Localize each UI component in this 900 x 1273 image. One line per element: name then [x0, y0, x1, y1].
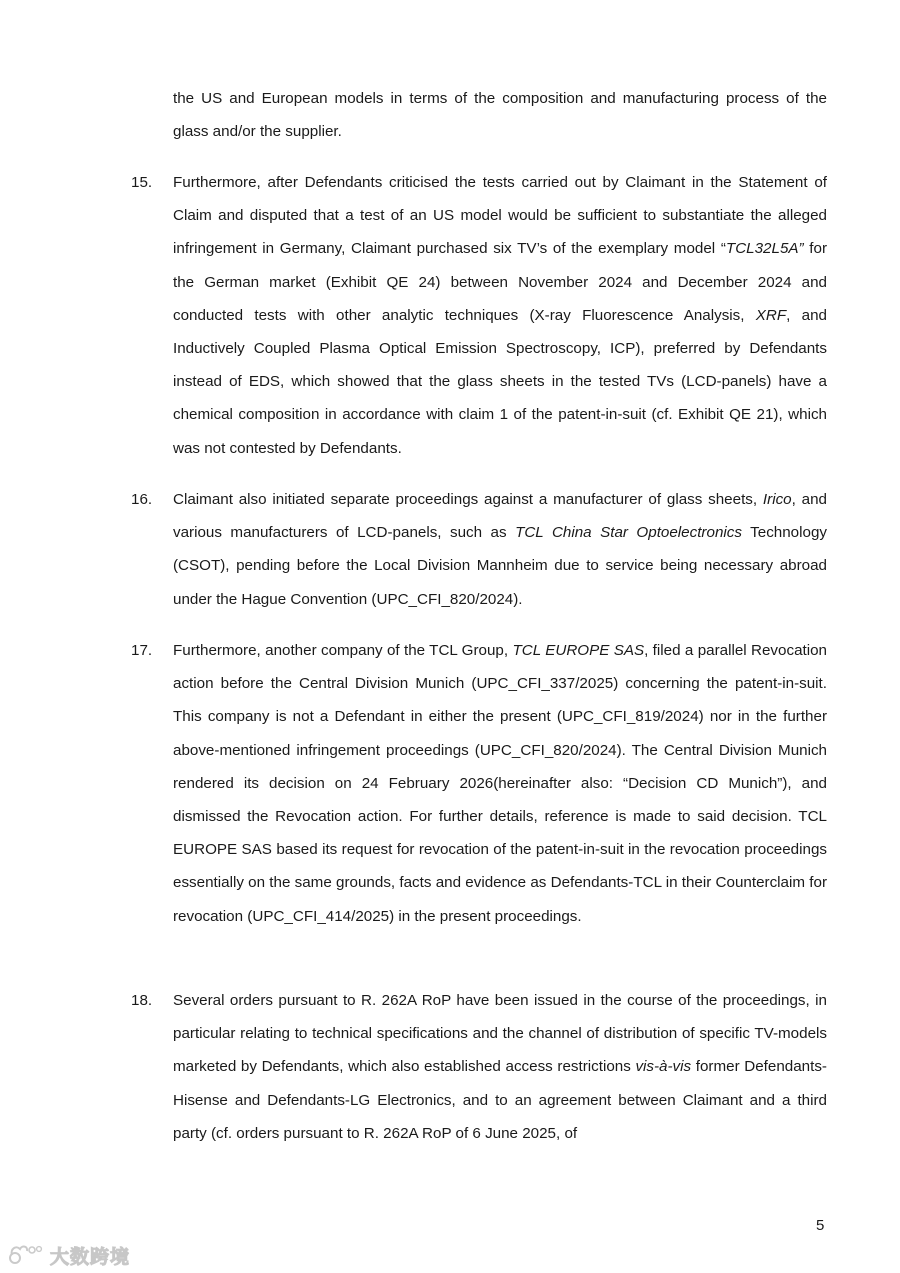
- logo-icon: [6, 1241, 46, 1270]
- paragraph-number-16: 16.: [131, 491, 153, 508]
- body-text: Claimant also initiated separate proceedings against a manufacturer of glass sheets,: [173, 491, 763, 508]
- watermark-text: 大数跨境: [50, 1245, 131, 1268]
- body-text: , filed a parallel Revocation action before the Central Division Munich (UPC_CFI_337/2025) concerning the patent-in-suit. This company is not a Defendant in either the present (UPC_CFI_819/2024) nor in the further above-mentioned infringement proceedings (UPC_CFI_820/2024). The Central Division Munich rendered its decision on 24 February 2026(hereinafter also: “Decision CD Munich”), and dismissed the Revocation action. For further details, reference is made to said decision. TCL EUROPE SAS based its request for revocation of the patent-in-suit in the revocation proceedings essentially on the same grounds, facts and evidence as Defendants-TCL in their Counterclaim for revocation (UPC_CFI_414/2025) in the present proceedings.: [173, 642, 827, 925]
- paragraph-continuation: [173, 82, 827, 148]
- italic-text: TCL32L5A”: [725, 240, 804, 258]
- italic-text: vis-à-vis: [635, 1058, 692, 1076]
- paragraph-18: [173, 984, 827, 1150]
- italic-text: XRF: [755, 306, 787, 324]
- paragraph-15: [173, 166, 827, 465]
- paragraph-number-17: 17.: [131, 642, 153, 659]
- body-text: Furthermore, after Defendants criticised the tests carried out by Claimant in the Statement of Claim and disputed that a test of an US model would be sufficient to substantiate the alleged infringement in Germany, Claimant purchased six TV’s of the exemplary model “: [173, 174, 827, 258]
- body-text: former Defendants-Hisense and Defendants-LG Electronics, and to an agreement between Claimant and a third party (cf. orders pursuant to R. 262A RoP of 6 June 2025, of: [173, 1058, 827, 1142]
- paragraph-number-18: 18.: [131, 992, 153, 1009]
- page-number: 5: [816, 1217, 825, 1234]
- body-text: the US and European models in terms of the composition and manufacturing process of the glass and/or the supplier.: [173, 90, 827, 141]
- italic-text: TCL EUROPE SAS: [512, 642, 645, 659]
- paragraph-16: [173, 483, 827, 616]
- body-text: , and various manufacturers of LCD-panels, such as: [173, 491, 827, 542]
- body-text: for the German market (Exhibit QE 24) between November 2024 and December 2024 and conducted tests with other analytic techniques (X-ray Fluorescence Analysis,: [173, 240, 827, 324]
- body-text: Furthermore, another company of the TCL Group,: [173, 642, 513, 659]
- paragraph-number-15: 15.: [131, 174, 153, 191]
- watermark: [6, 1240, 130, 1270]
- body-text: , and Inductively Coupled Plasma Optical Emission Spectroscopy, ICP), preferred by Defendants instead of EDS, which showed that the glass sheets in the tested TVs (LCD-panels) have a chemical composition in accordance with claim 1 of the patent-in-suit (cf. Exhibit QE 21), which was not contested by Defendants.: [173, 306, 828, 457]
- italic-text: Irico: [762, 491, 792, 508]
- paragraph-17: [173, 634, 827, 933]
- body-text: Technology (CSOT), pending before the Local Division Mannheim due to service being necessary abroad under the Hague Convention (UPC_CFI_820/2024).: [173, 524, 827, 608]
- italic-text: TCL China Star Optoelectronics: [515, 524, 742, 542]
- body-text: Several orders pursuant to R. 262A RoP have been issued in the course of the proceedings, in particular relating to technical specifications and the channel of distribution of specific TV-models marketed by Defendants, which also established access restrictions: [173, 992, 827, 1076]
